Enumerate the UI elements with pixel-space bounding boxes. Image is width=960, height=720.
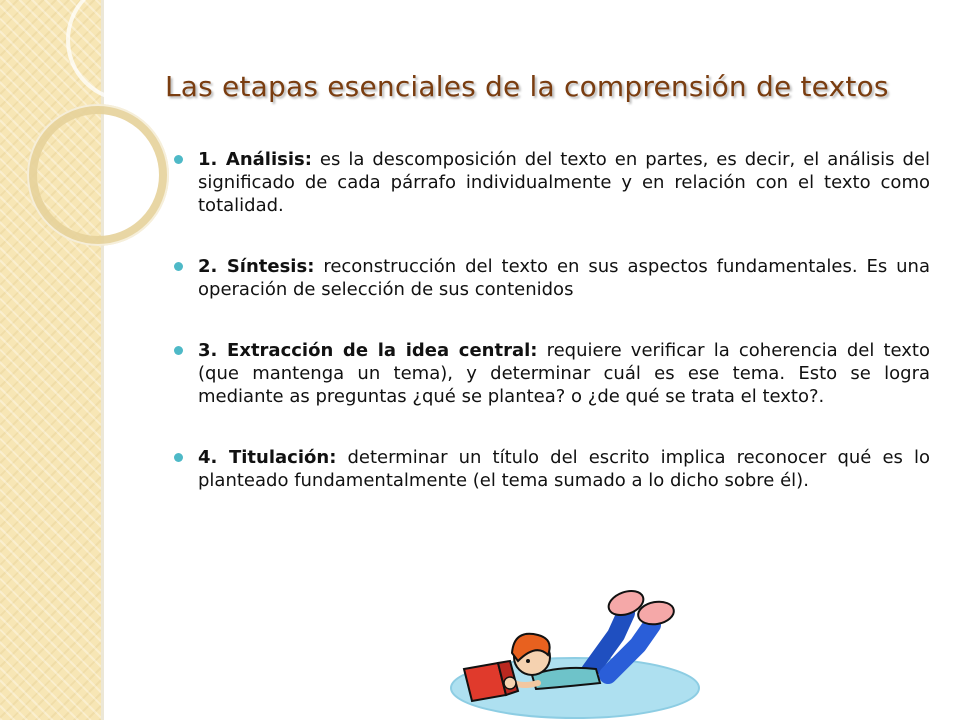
bullet-heading: 1. Análisis: [198,149,312,170]
bullet-dot-icon [174,346,183,355]
bullet-heading: 4. Titulación: [198,447,337,468]
bullet-dot-icon [174,262,183,271]
bullet-heading: 3. Extracción de la idea central: [198,340,538,361]
bullet-list [172,148,930,530]
child-reading-book-icon [440,583,710,720]
bullet-text: requiere verificar la coherencia del texto (que mantenga un tema), y determinar cuál es ese tema. Esto se logra mediante as preguntas ¿qué se plantea? o ¿de qué se trata el texto?. [198,340,930,407]
bullet-dot-icon [174,453,183,462]
bullet-text: es la descomposición del texto en partes, es decir, el análisis del significado de cada párrafo individualmente y en relación con el texto como totalidad. [198,149,930,216]
bullet-titulacion [172,446,930,492]
bullet-dot-icon [174,155,183,164]
decorative-side-panel [0,0,104,720]
bullet-sintesis [172,255,930,301]
bullet-text: determinar un título del escrito implica reconocer qué es lo planteado fundamentalmente (el tema sumado a lo dicho sobre él). [198,447,930,491]
slide-title: Las etapas esenciales de la comprensión de textos [165,70,889,103]
bullet-text: reconstrucción del texto en sus aspectos fundamentales. Es una operación de selección de sus contenidos [198,256,930,300]
bullet-analisis [172,148,930,217]
bullet-idea-central [172,339,930,408]
bullet-heading: 2. Síntesis: [198,256,315,277]
